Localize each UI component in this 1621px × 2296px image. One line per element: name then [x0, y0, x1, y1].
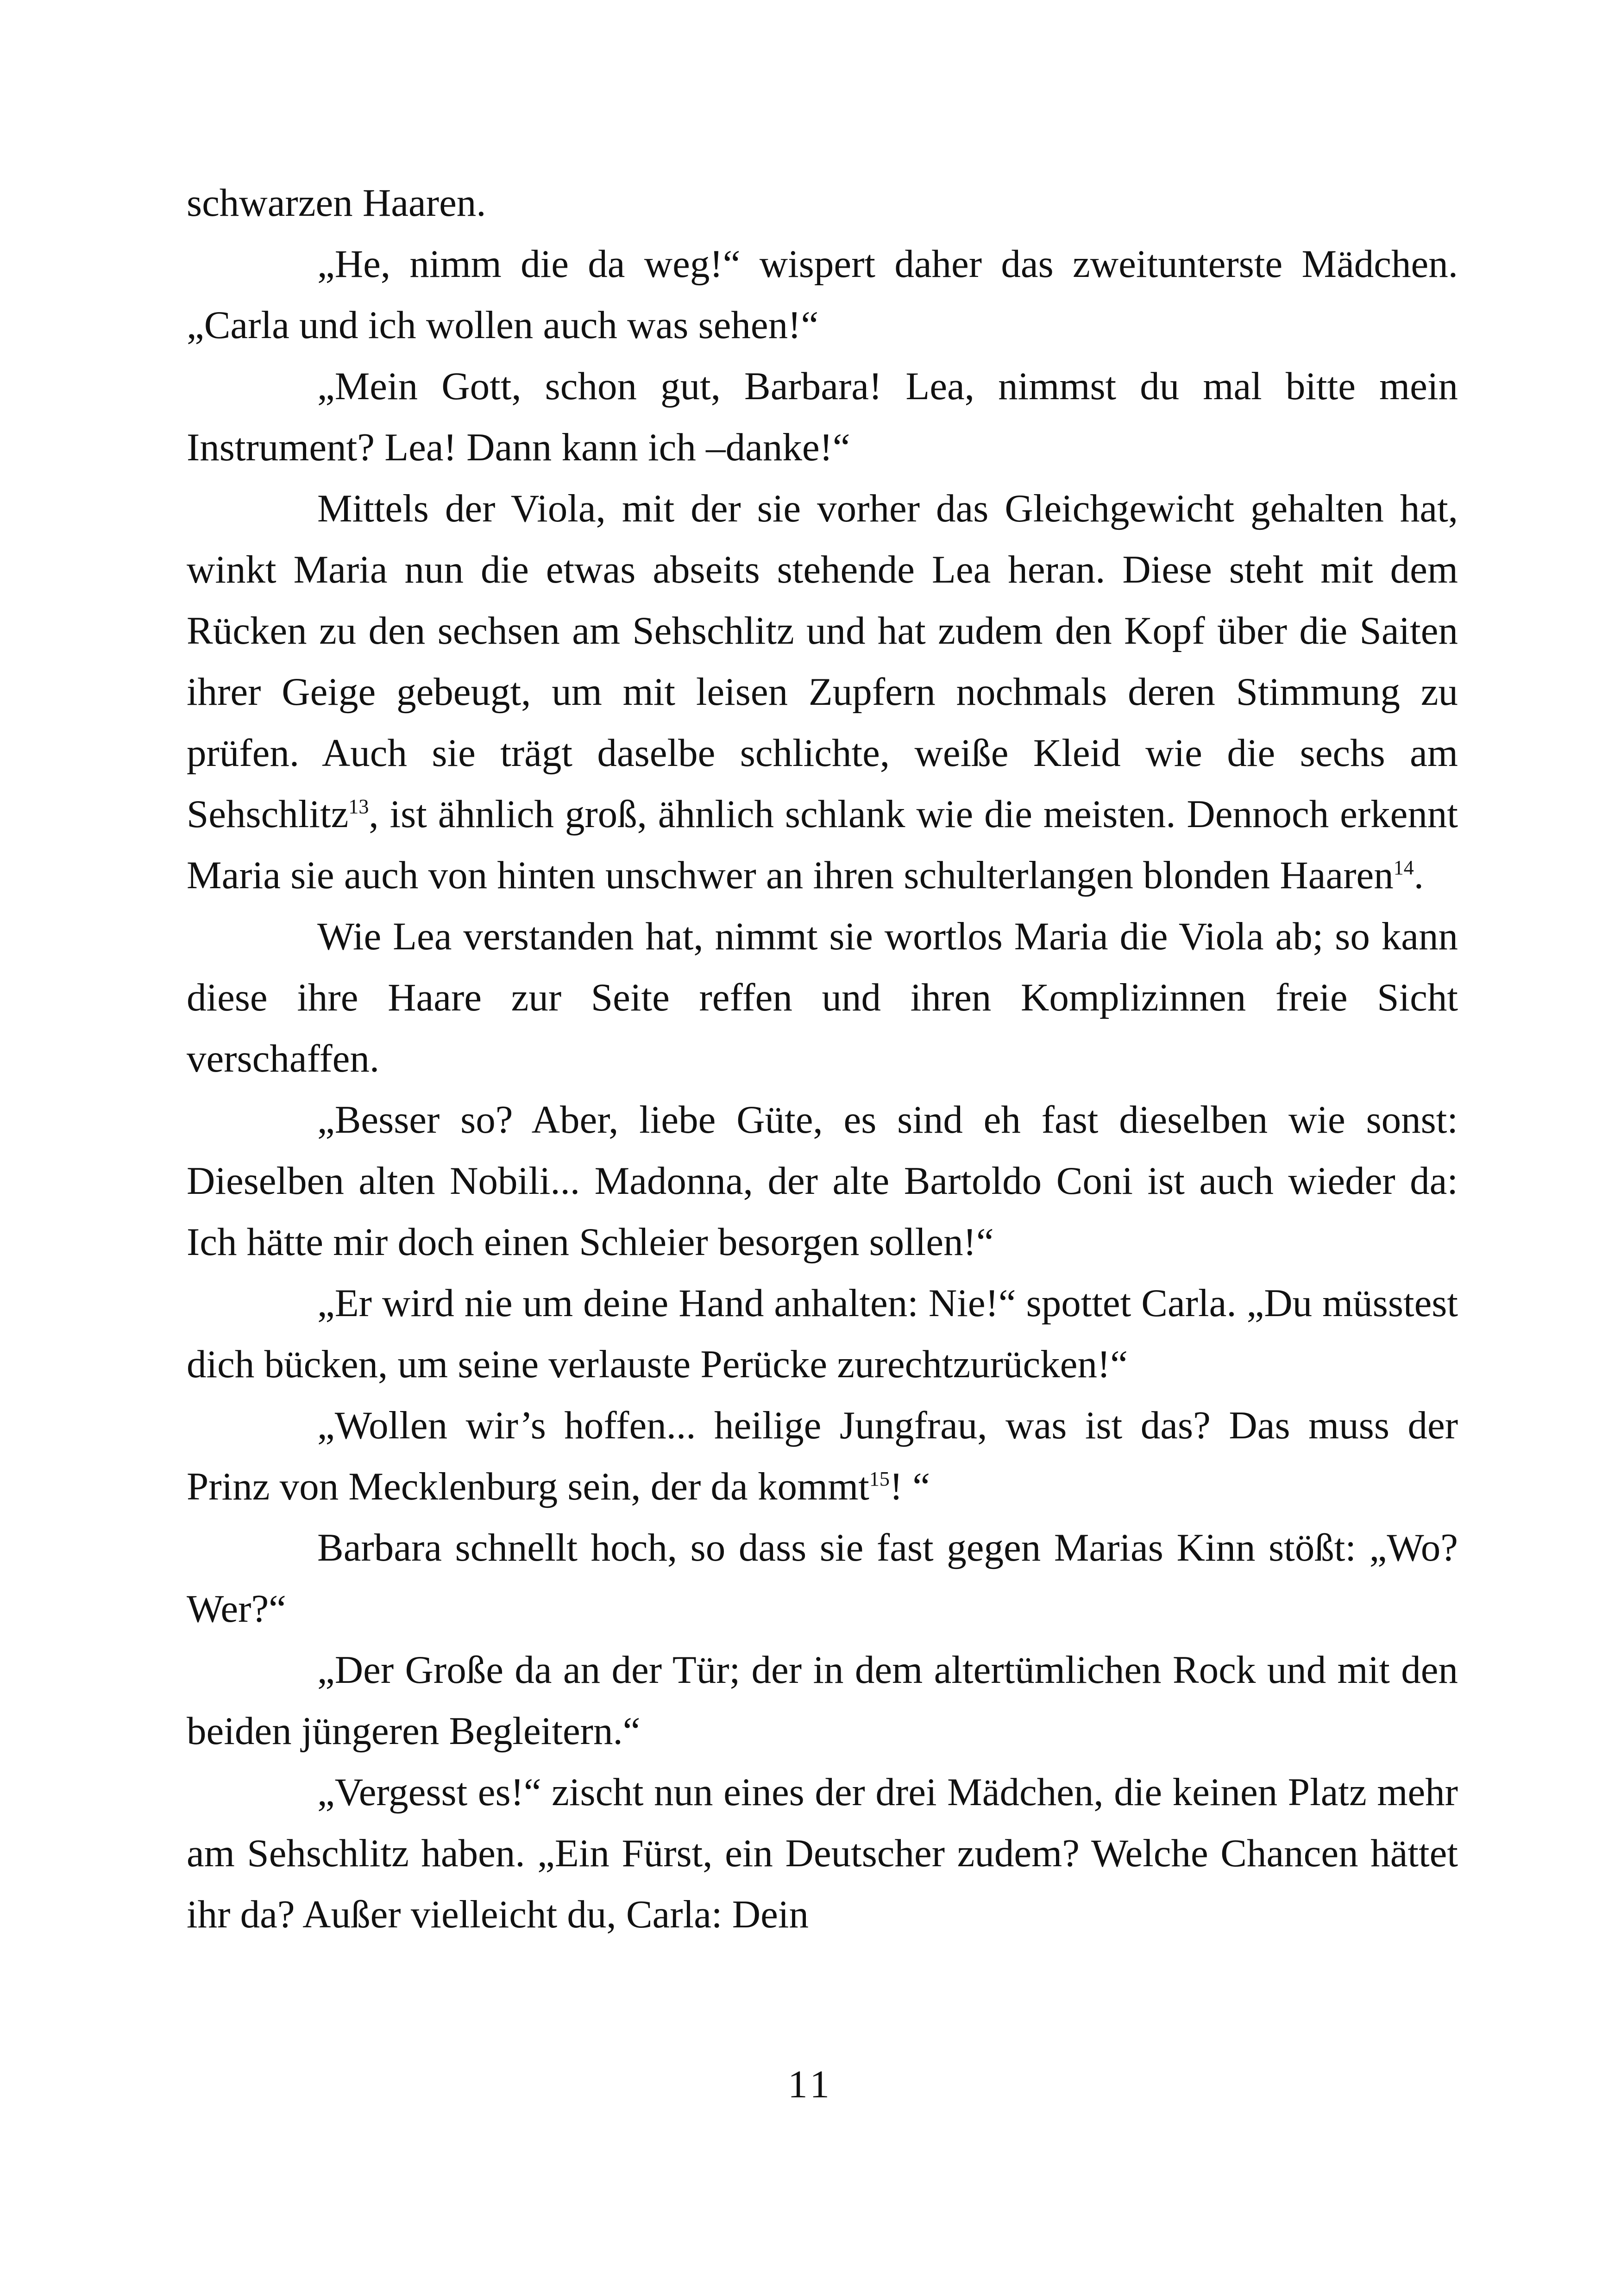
paragraph-text: Wie Lea verstanden hat, nimmt sie wortlos Maria die Viola ab; so kann diese ihre Haare zur Seite reffen und ihren Komplizinnen freie Sicht verschaffen.: [187, 915, 1458, 1080]
page-number: 11: [788, 2063, 833, 2106]
paragraph: [187, 1517, 1458, 1639]
paragraph-text: Barbara schnellt hoch, so dass sie fast gegen Marias Kinn stößt: „Wo? Wer?“: [187, 1526, 1458, 1631]
paragraph: [187, 356, 1458, 478]
paragraph-text: , ist ähnlich groß, ähnlich schlank wie die meisten. Dennoch erkennt Maria sie auch von hinten unschwer an ihren schulterlangen blonden Haaren: [187, 792, 1458, 897]
paragraph: [187, 1273, 1458, 1395]
paragraph-text: „Vergesst es!“ zischt nun eines der drei Mädchen, die keinen Platz mehr am Sehschlitz haben. „Ein Fürst, ein Deutscher zudem? Welche Chancen hättet ihr da? Außer vielleicht du, Carla: Dein: [187, 1770, 1458, 1936]
footnote-marker: 15: [869, 1468, 890, 1490]
paragraph-text: .: [1414, 853, 1424, 897]
paragraph: [187, 172, 1458, 233]
body-text: [187, 172, 1458, 1945]
paragraph: [187, 1639, 1458, 1762]
paragraph-text: schwarzen Haaren.: [187, 181, 486, 225]
paragraph-text: „Er wird nie um deine Hand anhalten: Nie!“ spottet Carla. „Du müsstest dich bücken, um seine verlauste Perücke zurechtzurücken!“: [187, 1281, 1458, 1386]
paragraph: [187, 478, 1458, 906]
paragraph: [187, 233, 1458, 356]
paragraph-text: „He, nimm die da weg!“ wispert daher das zweitunterste Mädchen. „Carla und ich wollen auch was sehen!“: [187, 242, 1458, 347]
paragraph: [187, 1395, 1458, 1517]
paragraph-text: „Besser so? Aber, liebe Güte, es sind eh fast dieselben wie sonst: Dieselben alten Nobili... Madonna, der alte Bartoldo Coni ist auch wieder da: Ich hätte mir doch einen Schleier besorgen sollen!“: [187, 1098, 1458, 1264]
paragraph-text: „Mein Gott, schon gut, Barbara! Lea, nimmst du mal bitte mein Instrument? Lea! Dann kann ich –danke!“: [187, 364, 1458, 469]
paragraph-text: „Wollen wir’s hoffen... heilige Jungfrau, was ist das? Das muss der Prinz von Mecklenburg sein, der da kommt: [187, 1404, 1458, 1508]
paragraph-text: „Der Große da an der Tür; der in dem altertümlichen Rock und mit den beiden jüngeren Begleitern.“: [187, 1648, 1458, 1753]
paragraph-text: Mittels der Viola, mit der sie vorher das Gleichgewicht gehalten hat, winkt Maria nun die etwas abseits stehende Lea heran. Diese steht mit dem Rücken zu den sechsen am Sehschlitz und hat zudem den Kopf über die Saiten ihrer Geige gebeugt, um mit leisen Zupfern nochmals deren Stimmung zu prüfen. Auch sie trägt daselbe schlichte, weiße Kleid wie die sechs am Sehschlitz: [187, 487, 1458, 836]
footnote-marker: 13: [348, 795, 369, 818]
footnote-marker: 14: [1393, 856, 1414, 879]
paragraph: [187, 906, 1458, 1089]
paragraph-text: ! “: [889, 1465, 930, 1508]
paragraph: [187, 1089, 1458, 1273]
paragraph: [187, 1762, 1458, 1945]
